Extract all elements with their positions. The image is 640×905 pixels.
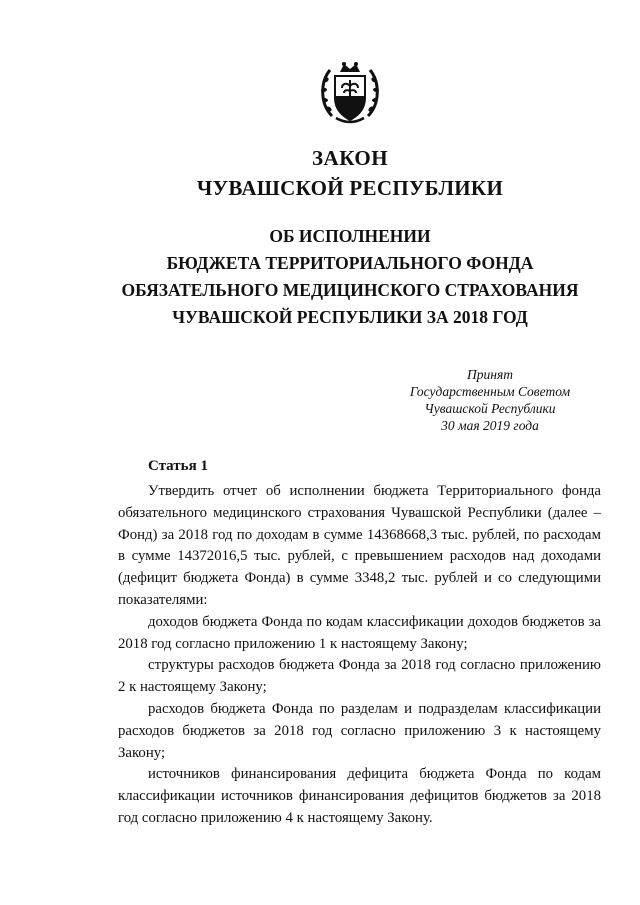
subtitle-line: ОБЯЗАТЕЛЬНОГО МЕДИЦИНСКОГО СТРАХОВАНИЯ xyxy=(121,280,579,300)
article-paragraph: источников финансирования дефицита бюджета Фонда по кодам классификации источников финансирования дефицитов бюджетов за 2018 год согласно приложению 4 к настоящему Закону. xyxy=(118,766,601,826)
article-paragraph: расходов бюджета Фонда по разделам и подразделам классификации расходов бюджетов за 2018 год согласно приложению 3 к настоящему Закону; xyxy=(118,700,601,761)
adoption-note xyxy=(400,366,580,434)
adoption-line: Чувашской Республики xyxy=(424,401,556,416)
republic-title: ЧУВАШСКОЙ РЕСПУБЛИКИ xyxy=(196,176,504,200)
article-paragraph: структуры расходов бюджета Фонда за 2018 год согласно приложению 2 к настоящему Закону; xyxy=(118,657,601,696)
subtitle-line: ОБ ИСПОЛНЕНИИ xyxy=(269,226,431,246)
law-title: ЗАКОН xyxy=(311,146,389,170)
law-subtitle xyxy=(0,223,640,331)
article-heading: Статья 1 xyxy=(148,458,208,474)
article-body xyxy=(118,481,601,830)
chuvash-coat-of-arms-icon xyxy=(318,60,382,126)
subtitle-line: ЧУВАШСКОЙ РЕСПУБЛИКИ ЗА 2018 ГОД xyxy=(172,307,528,327)
subtitle-line: БЮДЖЕТА ТЕРРИТОРИАЛЬНОГО ФОНДА xyxy=(166,253,534,273)
adoption-line: Государственным Советом xyxy=(409,384,571,399)
adoption-date: 30 мая 2019 года xyxy=(441,418,539,433)
adoption-line: Принят xyxy=(467,367,513,382)
article-paragraph: Утвердить отчет об исполнении бюджета Территориального фонда обязательного медицинского страхования Чувашской Республики (далее – Фонд) за 2018 год по доходам в сумме 14368668,3 тыс. рублей, по расходам в сумме 14372016,5 тыс. рублей, с превышением расходов над доходами (дефицит бюджета Фонда) в сумме 3348,2 тыс. рублей и со следующими показателями: xyxy=(118,483,601,608)
coat-of-arms-emblem xyxy=(318,60,382,126)
article-paragraph: доходов бюджета Фонда по кодам классификации доходов бюджетов за 2018 год согласно приложению 1 к настоящему Закону; xyxy=(118,613,601,652)
